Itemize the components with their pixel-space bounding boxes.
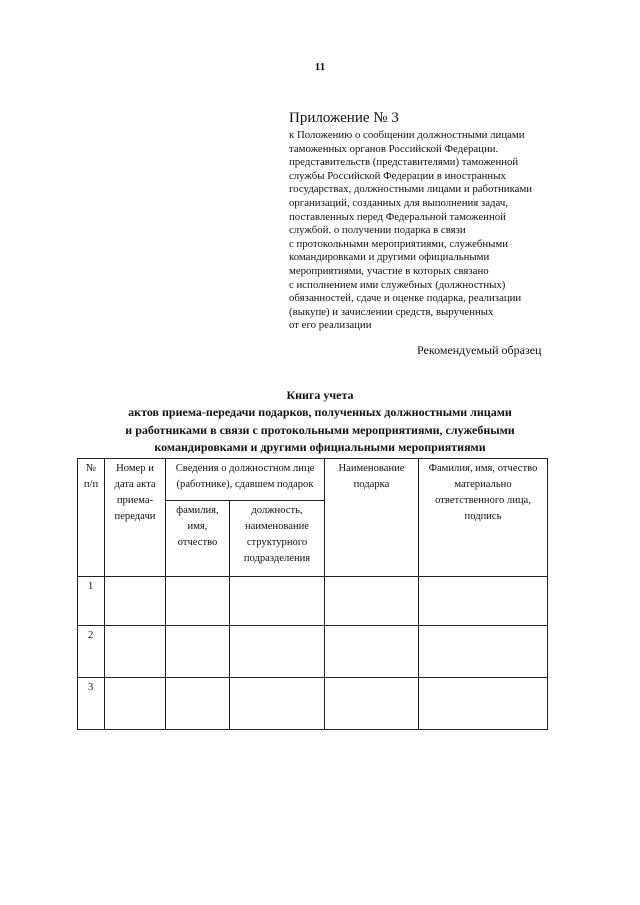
header-number: № п/п	[78, 459, 105, 577]
book-subtitle-line: командировками и другими официальными мероприятиями	[154, 440, 486, 454]
table-cell	[105, 577, 166, 626]
table-cell	[419, 626, 548, 678]
table-cell	[166, 678, 230, 730]
appendix-line: поставленных перед Федеральной таможенной	[289, 210, 506, 223]
table-cell	[325, 577, 419, 626]
appendix-line: таможенных органов Российской Федерации.	[289, 142, 499, 155]
appendix-line: с исполнением ими служебных (должностных)	[289, 278, 506, 291]
appendix-description	[289, 129, 589, 333]
appendix-title: Приложение № 3	[289, 110, 399, 126]
appendix-line: (выкупе) и зачислении средств, вырученных	[289, 305, 494, 318]
header-responsible-person: Фамилия, имя, отчество материально ответственного лица, подпись	[419, 459, 548, 577]
appendix-line: командировками и другими официальными	[289, 251, 490, 264]
appendix-line: организаций, созданных для выполнения задач,	[289, 196, 508, 209]
table-cell	[105, 626, 166, 678]
table-cell	[105, 678, 166, 730]
table-cell	[325, 678, 419, 730]
table-cell	[325, 626, 419, 678]
book-subtitle-line: и работниками в связи с протокольными мероприятиями, служебными	[125, 422, 515, 437]
appendix-line: от его реализации	[289, 319, 372, 332]
appendix-line: представительств (представителями) таможенной	[289, 156, 519, 169]
table-row	[78, 577, 548, 626]
row-number: 3	[78, 678, 105, 730]
table-cell	[230, 626, 325, 678]
table-cell	[166, 626, 230, 678]
row-number: 1	[78, 577, 105, 626]
row-number: 2	[78, 626, 105, 678]
header-official: Сведения о должностном лице (работнике), сдавшем подарок	[166, 459, 325, 501]
book-title: Книга учета	[286, 388, 354, 402]
header-act: Номер и дата акта приема- передачи	[105, 459, 166, 577]
appendix-line: с протокольными мероприятиями, служебными	[289, 237, 509, 250]
header-full-name: фамилия, имя, отчество	[166, 501, 230, 577]
register-table	[77, 458, 548, 730]
sample-label: Рекомендуемый образец	[417, 343, 542, 357]
appendix-line: к Положению о сообщении должностными лицами	[289, 129, 525, 141]
table-cell	[166, 577, 230, 626]
appendix-line: службой. о получении подарка в связи	[289, 224, 466, 237]
header-gift-name: Наименование подарка	[325, 459, 419, 577]
book-heading	[0, 387, 640, 457]
page-number: 11	[314, 61, 326, 73]
table-row	[78, 626, 548, 678]
appendix-line: обязанностей, сдаче и оценке подарка, реализации	[289, 292, 522, 305]
header-position: должность, наименование структурного подразделения	[230, 501, 325, 577]
table-row	[78, 678, 548, 730]
table-cell	[419, 577, 548, 626]
book-subtitle-line: актов приема-передачи подарков, полученных должностными лицами	[128, 405, 512, 419]
table-cell	[419, 678, 548, 730]
appendix-line: мероприятиями, участие в которых связано	[289, 264, 489, 277]
appendix-line: службы Российской Федерации в иностранных	[289, 169, 506, 182]
table-cell	[230, 678, 325, 730]
table-cell	[230, 577, 325, 626]
appendix-line: государствах, должностными лицами и работниками	[289, 183, 533, 196]
